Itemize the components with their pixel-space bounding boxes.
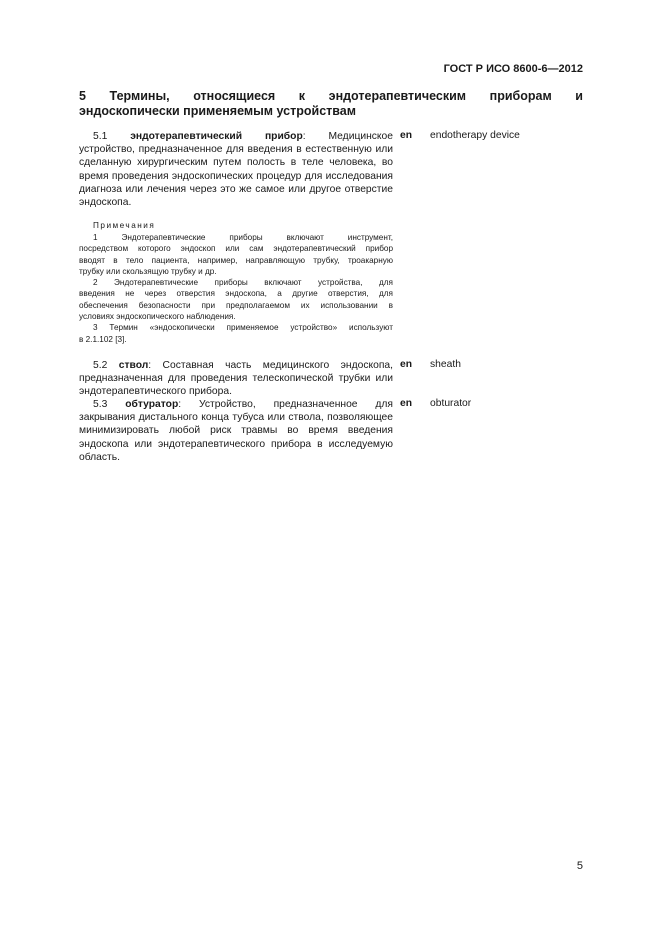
text-line: трубку или скользящую трубку и др. [79,266,217,276]
text-line: 1 Эндотерапевтические приборы включают инструмент, [93,233,393,242]
text-line: условиях эндоскопического наблюдения. [79,312,236,322]
text-line: предназначенная для проведения телескопической трубки или [79,373,393,385]
page-number: 5 [576,860,583,872]
text-line: сделанную хирургическим путем полость в теле человека, во [79,157,393,169]
english-term: endotherapy device [430,130,520,141]
term-5-3 [79,398,393,464]
english-term: obturator [430,398,472,409]
text-line: эндоскопически применяемым устройствам [79,104,356,118]
notes-body [79,232,393,345]
text-line: вводят в тело пациента, например, направляющую трубку, троакарную [79,255,393,265]
text-line: эндоскопа или эндотерапевтического прибора в исследуемую [79,438,393,450]
text-line: диагноза или лечения через это же самое или другое отверстие [79,183,393,195]
text-line: эндотерапевтического прибора. [79,386,232,398]
text-line: устройство, предназначенное для введения в естественную или [79,144,393,156]
text-line: область. [79,451,120,463]
text-line: 5 Термины, относящиеся к эндотерапевтическим приборам и [79,89,583,103]
text-line: 3 Термин «эндоскопически применяемое устройство» используют [93,323,393,333]
text-line: 5.1 эндотерапевтический прибор: Медицинское [93,131,393,142]
text-line: 5.2 ствол: Составная часть медицинского эндоскопа, [93,360,393,371]
term-5-2 [79,359,393,399]
lang-code: en [400,398,413,409]
text-line: закрывания дистального конца тубуса или ствола, позволяющее [79,412,393,424]
lang-code: en [400,359,413,370]
section-heading [79,89,583,119]
text-line: 2 Эндотерапевтические приборы включают устройства, для [93,278,393,288]
text-line: посредством которого эндоскоп или сам эндотерапевтический прибор [79,244,393,254]
document-id-header: ГОСТ Р ИСО 8600-6—2012 [443,63,583,75]
notes-title: Примечания [93,221,156,230]
text-line: минимизировать любой риск травмы во время введения [79,425,393,437]
lang-code: en [400,130,413,141]
term-5-1 [79,130,393,209]
text-line: в 2.1.102 [3]. [79,334,127,344]
text-line: эндоскопа. [79,197,132,209]
text-line: введения не через отверстия эндоскопа, а другие отверстия, для [79,289,393,299]
english-term: sheath [430,359,461,370]
text-line: время проведения эндоскопических процедур для исследования [79,170,393,182]
text-line: 5.3 обтуратор: Устройство, предназначенное для [93,399,393,410]
text-line: обеспечения безопасности при предполагаемом их использовании в [79,300,393,310]
